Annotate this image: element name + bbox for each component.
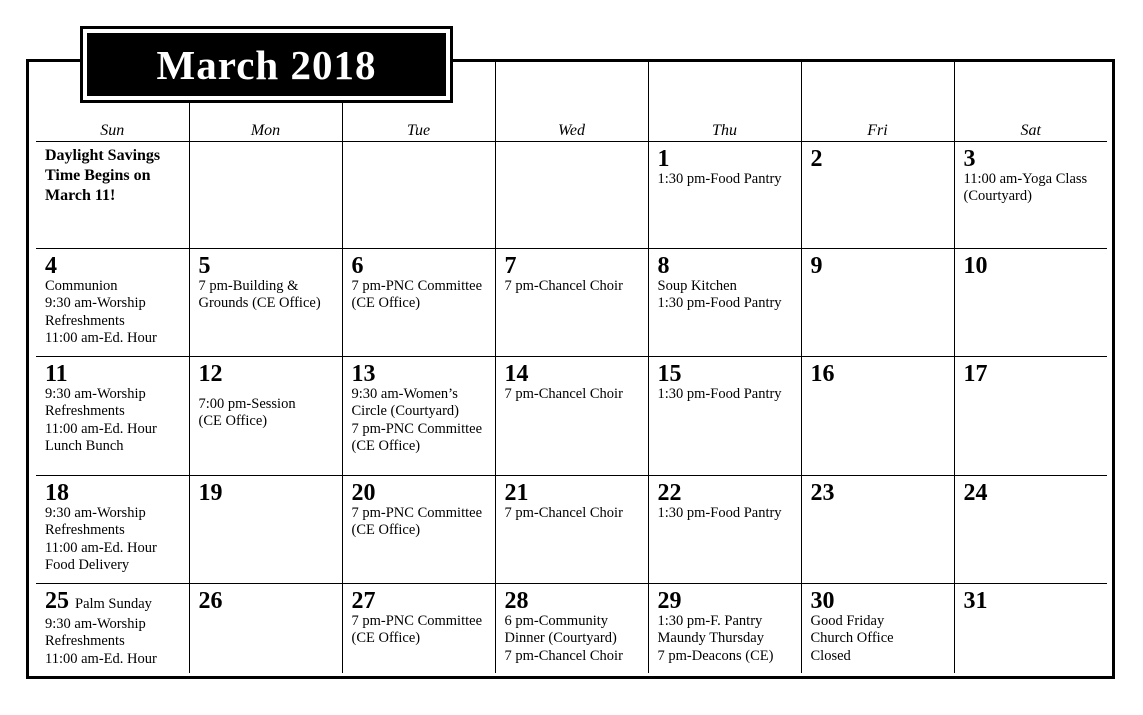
- day-number: 10: [963, 253, 988, 279]
- weekday-tue: Tue: [342, 62, 495, 142]
- day-number: 12: [198, 361, 223, 387]
- day-cell-12: [189, 357, 342, 476]
- empty-cell: [189, 142, 342, 249]
- day-number: 16: [810, 361, 835, 387]
- day-number: 19: [198, 480, 223, 506]
- day-number: 30: [810, 588, 835, 614]
- day-cell-10: [954, 249, 1107, 357]
- day-events: 7:00 pm-Session (CE Office): [198, 396, 296, 430]
- day-number: 15: [657, 361, 682, 387]
- day-number: 11: [45, 361, 68, 387]
- day-events: 9:30 am-Worship Refreshments 11:00 am-Ed. Hour Lunch Bunch: [45, 386, 157, 455]
- day-number: 26: [198, 588, 223, 614]
- calendar-grid: [36, 62, 1107, 673]
- day-number: 17: [963, 361, 988, 387]
- day-cell-31: [954, 584, 1107, 674]
- day-number: 24: [963, 480, 988, 506]
- day-cell-28: [495, 584, 648, 674]
- day-events: 7 pm-Chancel Choir: [504, 386, 623, 402]
- day-events: Communion 9:30 am-Worship Refreshments 11:00 am-Ed. Hour: [45, 278, 157, 347]
- day-events: 7 pm-PNC Committee (CE Office): [351, 505, 482, 539]
- day-number: 2: [810, 146, 823, 172]
- day-cell-7: [495, 249, 648, 357]
- day-events: 1:30 pm-Food Pantry: [657, 386, 782, 402]
- day-number: 29: [657, 588, 682, 614]
- day-cell-2: [801, 142, 954, 249]
- weekday-thu: Thu: [648, 62, 801, 142]
- day-number: 25 Palm Sunday: [45, 588, 152, 614]
- month-title-box: [80, 26, 453, 103]
- daylight-savings-note: Daylight Savings Time Begins on March 11!: [45, 147, 161, 204]
- day-number: 1: [657, 146, 670, 172]
- weekday-sat: Sat: [954, 62, 1107, 142]
- day-cell-15: [648, 357, 801, 476]
- day-number: 18: [45, 480, 69, 506]
- day-cell-18: [36, 476, 189, 584]
- day-cell-26: [189, 584, 342, 674]
- empty-cell: [342, 142, 495, 249]
- day-number: 23: [810, 480, 835, 506]
- day-number: 9: [810, 253, 823, 279]
- day-number: 20: [351, 480, 376, 506]
- day-number: 27: [351, 588, 376, 614]
- day-events: 7 pm-Chancel Choir: [504, 278, 623, 294]
- day-number: 28: [504, 588, 529, 614]
- day-events: 11:00 am-Yoga Class (Courtyard): [963, 171, 1088, 205]
- day-cell-3: [954, 142, 1107, 249]
- weekday-fri: Fri: [801, 62, 954, 142]
- day-number: 13: [351, 361, 376, 387]
- day-cell-17: [954, 357, 1107, 476]
- note-cell: [36, 142, 189, 249]
- day-events: 9:30 am-Worship Refreshments 11:00 am-Ed. Hour: [45, 616, 157, 667]
- day-number: 4: [45, 253, 57, 279]
- empty-cell: [495, 142, 648, 249]
- day-number: 7: [504, 253, 517, 279]
- day-cell-29: [648, 584, 801, 674]
- day-number: 22: [657, 480, 682, 506]
- day-cell-22: [648, 476, 801, 584]
- palm-sunday-label: Palm Sunday: [75, 596, 152, 612]
- day-cell-27: [342, 584, 495, 674]
- day-cell-24: [954, 476, 1107, 584]
- day-cell-11: [36, 357, 189, 476]
- day-cell-20: [342, 476, 495, 584]
- day-number: 14: [504, 361, 529, 387]
- day-number: 21: [504, 480, 529, 506]
- day-cell-5: [189, 249, 342, 357]
- day-cell-13: [342, 357, 495, 476]
- day-cell-14: [495, 357, 648, 476]
- day-cell-23: [801, 476, 954, 584]
- day-events: Good Friday Church Office Closed: [810, 613, 894, 664]
- day-cell-6: [342, 249, 495, 357]
- day-cell-1: [648, 142, 801, 249]
- day-cell-16: [801, 357, 954, 476]
- day-events: 7 pm-Chancel Choir: [504, 505, 623, 521]
- month-title: March 2018: [87, 33, 446, 96]
- day-cell-9: [801, 249, 954, 357]
- day-number: 6: [351, 253, 364, 279]
- day-events: 7 pm-PNC Committee (CE Office): [351, 278, 482, 312]
- day-events: 1:30 pm-Food Pantry: [657, 505, 782, 521]
- day-events: 9:30 am-Worship Refreshments 11:00 am-Ed. Hour Food Delivery: [45, 505, 157, 574]
- day-number: 3: [963, 146, 976, 172]
- day-events: 7 pm-Building & Grounds (CE Office): [198, 278, 321, 312]
- day-cell-19: [189, 476, 342, 584]
- day-events: 1:30 pm-F. Pantry Maundy Thursday 7 pm-Deacons (CE): [657, 613, 774, 664]
- day-number: 31: [963, 588, 988, 614]
- day-cell-8: [648, 249, 801, 357]
- day-number: 5: [198, 253, 211, 279]
- day-cell-4: [36, 249, 189, 357]
- weekday-wed: Wed: [495, 62, 648, 142]
- day-events: 1:30 pm-Food Pantry: [657, 171, 782, 187]
- weekday-mon: Mon: [189, 62, 342, 142]
- weekday-sun: Sun: [36, 62, 189, 142]
- day-events: 9:30 am-Women’s Circle (Courtyard) 7 pm-PNC Committee (CE Office): [351, 386, 482, 455]
- day-number: 8: [657, 253, 670, 279]
- day-events: 6 pm-Community Dinner (Courtyard) 7 pm-Chancel Choir: [504, 613, 623, 664]
- day-events: Soup Kitchen 1:30 pm-Food Pantry: [657, 278, 782, 312]
- day-cell-25: [36, 584, 189, 674]
- day-cell-21: [495, 476, 648, 584]
- day-events: 7 pm-PNC Committee (CE Office): [351, 613, 482, 647]
- day-cell-30: [801, 584, 954, 674]
